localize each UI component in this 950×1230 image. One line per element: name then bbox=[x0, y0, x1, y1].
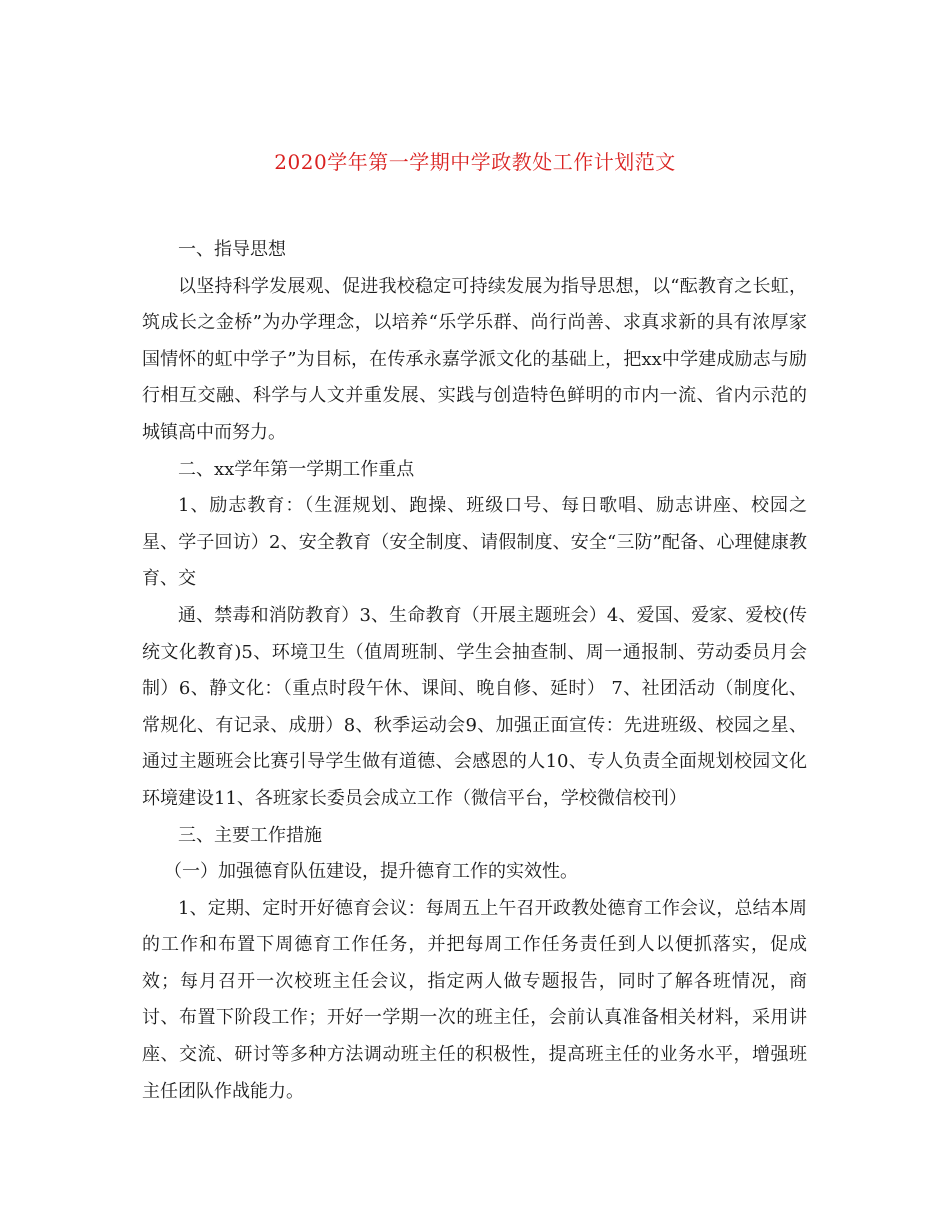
document-title: 2020学年第一学期中学政教处工作计划范文 bbox=[274, 150, 676, 174]
paragraph-work-focus-part-1: 1、励志教育：（生涯规划、跑操、班级口号、每日歌唱、励志讲座、校园之星、学子回访）2、安全教育（安全制度、请假制度、安全“三防”配备、心理健康教育、交 bbox=[142, 495, 807, 590]
paragraph-moral-meetings: 1、定期、定时开好德育会议：每周五上午召开政教处德育工作会议，总结本周的工作和布置下周德育工作任务，并把每周工作任务责任到人以便抓落实，促成效；每月召开一次校班主任会议，指定两人做专题报告，同时了解各班情况，商讨、布置下阶段工作；开好一学期一次的班主任，会前认真准备相关材料，采用讲座、交流、研讨等多种方法调动班主任的积极性，提高班主任的业务水平，增强班主任团队作战能力。 bbox=[142, 897, 807, 1102]
section-heading-work-focus: 二、xx学年第一学期工作重点 bbox=[178, 458, 415, 480]
document-body bbox=[142, 232, 807, 1110]
paragraph-work-focus-part-2: 通、禁毒和消防教育）3、生命教育（开展主题班会）4、爱国、爱家、爱校(传统文化教育)5、环境卫生（值周班制、学生会抽查制、周一通报制、劳动委员月会制）6、静文化：（重点时段午休、课间、晚自修、延时） 7、社团活动（制度化、常规化、有记录、成册）8、秋季运动会9、加强正面宣传：先进班级、校园之星、通过主题班会比赛引导学生做有道德、会感恩的人10、专人负责全面规划校园文化环境建设11、各班家长委员会成立工作（微信平台，学校微信校刊） bbox=[142, 604, 807, 809]
section-heading-main-measures: 三、主要工作措施 bbox=[178, 824, 322, 846]
subsection-heading-moral-team: （一）加强德育队伍建设，提升德育工作的实效性。 bbox=[164, 861, 578, 883]
section-heading-guiding-thought: 一、指导思想 bbox=[178, 239, 286, 260]
paragraph-guiding-thought: 以坚持科学发展观、促进我校稳定可持续发展为指导思想，以“酝教育之长虹，筑成长之金桥”为办学理念，以培养“乐学乐群、尚行尚善、求真求新的具有浓厚家国情怀的虹中学子”为目标，在传承永嘉学派文化的基础上，把xx中学建成励志与励行相互交融、科学与人文并重发展、实践与创造特色鲜明的市内一流、省内示范的城镇高中而努力。 bbox=[142, 275, 807, 443]
